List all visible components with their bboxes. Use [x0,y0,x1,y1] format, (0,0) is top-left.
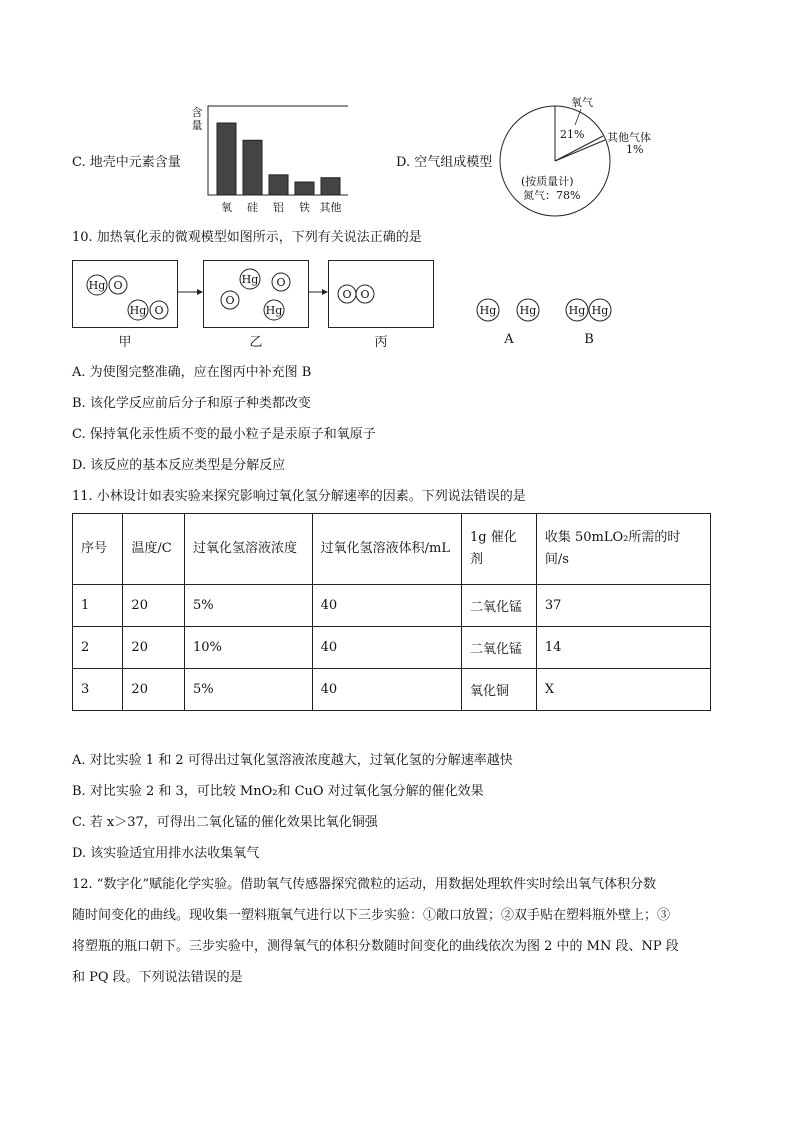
bar-category-label: 氧 [221,201,232,214]
table-cell: 14 [536,627,710,669]
q10-option-b: B. 该化学反应前后分子和原子种类都改变 [72,396,311,411]
table-cell: 2 [73,627,123,669]
box-label-jia: 甲 [118,335,132,350]
atom-hg-label: Hg [568,304,586,317]
atom-o-label: O [360,288,370,301]
arrow-2-head [322,289,328,295]
atom-o-label: O [113,279,123,292]
q12-stem-line: 随时间变化的曲线。现收集一塑料瓶氧气进行以下三步实验：①敞口放置；②双手贴在塑料瓶外壁上；③ [72,908,671,923]
bar-3 [295,182,314,195]
bar-category-label: 铁 [299,201,310,214]
q10-stem: 10. 加热氧化汞的微观模型如图所示，下列有关说法正确的是 [72,230,422,245]
table-cell: 20 [123,627,185,669]
bar-chart-ylabel-2: 量 [191,119,203,132]
bar-category-label: 其他 [319,201,342,214]
table-cell: 40 [312,627,461,669]
atom-hg-label: Hg [88,279,106,292]
atom-o-label: O [276,276,286,289]
table-header-cell: 过氧化氢溶液体积/mL [312,514,461,585]
box-label-yi: 乙 [249,335,263,350]
atom-hg-label: Hg [479,304,497,317]
table-cell: 40 [312,669,461,711]
table-cell: 5% [184,585,312,627]
box-label-bing: 丙 [374,335,388,350]
table-header-cell: 序号 [73,514,123,585]
table-cell: 5% [184,669,312,711]
table-cell: 二氧化锰 [462,585,537,627]
q11-stem: 11. 小林设计如表实验来探究影响过氧化氢分解速率的因素。下列说法错误的是 [72,489,526,504]
atom-o-label: O [342,288,352,301]
experiment-table [72,513,711,711]
bar-chart-ylabel-1: 含 [191,106,203,119]
table-cell: 20 [123,669,185,711]
table-cell: 37 [536,585,710,627]
pie-nitrogen: 氮气：78% [523,189,581,202]
air-composition-pie [493,95,618,220]
atom-hg-label: Hg [129,304,147,317]
atom-hg-label: Hg [591,304,609,317]
pie-note: (按质量计) [521,175,574,188]
atom-o-label: O [225,294,235,307]
option-c-label: C. 地壳中元素含量 [72,155,181,170]
atom-hg-label: Hg [241,273,259,286]
table-cell: 20 [123,585,185,627]
bar-category-label: 铝 [273,201,284,214]
table-row [73,669,711,711]
crust-element-bar-chart [188,102,348,217]
mercury-oxide-model-figure [72,258,632,353]
q10-option-a: A. 为使图完整准确，应在图丙中补充图 B [72,365,312,380]
table-row [73,627,711,669]
pie-oxygen-label: 氧气 [571,96,593,109]
q12-stem-line: 12. “数字化”赋能化学实验。借助氧气传感器探究微粒的运动，用数据处理软件实时绘出氧气体积分数 [72,877,657,892]
choice-label-b: B [584,332,594,347]
pie-line-other [555,140,605,161]
atom-hg-label: Hg [265,304,283,317]
arrow-1-head [197,289,203,295]
pie-other-label: 其他气体 [607,131,651,144]
table-row [73,585,711,627]
pie-oxygen-pct: 21% [560,128,585,141]
atom-o-label: O [154,304,164,317]
q11-option-d: D. 该实验适宜用排水法收集氧气 [72,846,260,861]
table-cell: 氧化铜 [462,669,537,711]
table-header-cell: 1g 催化剂 [462,514,537,585]
box-jia [73,261,178,328]
table-cell: 3 [73,669,123,711]
table-header-cell: 温度/C [123,514,185,585]
table-header-row [73,514,711,585]
table-cell: 40 [312,585,461,627]
q11-option-b: B. 对比实验 2 和 3，可比较 MnO₂和 CuO 对过氧化氢分解的催化效果 [72,784,484,799]
q11-option-c: C. 若 x＞37，可得出二氧化锰的催化效果比氧化铜强 [72,815,378,830]
table-cell: 10% [184,627,312,669]
q12-stem-line: 和 PQ 段。下列说法错误的是 [72,970,243,985]
bar-2 [269,175,288,195]
q10-option-c: C. 保持氧化汞性质不变的最小粒子是汞原子和氧原子 [72,427,376,442]
atom-hg-label: Hg [519,304,537,317]
table-header-cell: 收集 50mLO₂所需的时间/s [536,514,710,585]
q12-stem-line: 将塑瓶的瓶口朝下。三步实验中，测得氧气的体积分数随时间变化的曲线依次为图 2 中的 MN 段、NP 段 [72,939,679,954]
table-cell: X [536,669,710,711]
q11-option-a: A. 对比实验 1 和 2 可得出过氧化氢溶液浓度越大，过氧化氢的分解速率越快 [72,753,513,768]
bar-category-label: 硅 [247,201,258,214]
bar-4 [321,178,340,195]
choice-label-a: A [504,332,514,347]
bar-0 [217,123,236,195]
table-header-cell: 过氧化氢溶液浓度 [184,514,312,585]
bar-1 [243,140,262,195]
option-d-label: D. 空气组成模型 [396,155,493,170]
table-cell: 1 [73,585,123,627]
q10-option-d: D. 该反应的基本反应类型是分解反应 [72,458,286,473]
pie-other-pct: 1% [626,143,644,156]
table-cell: 二氧化锰 [462,627,537,669]
